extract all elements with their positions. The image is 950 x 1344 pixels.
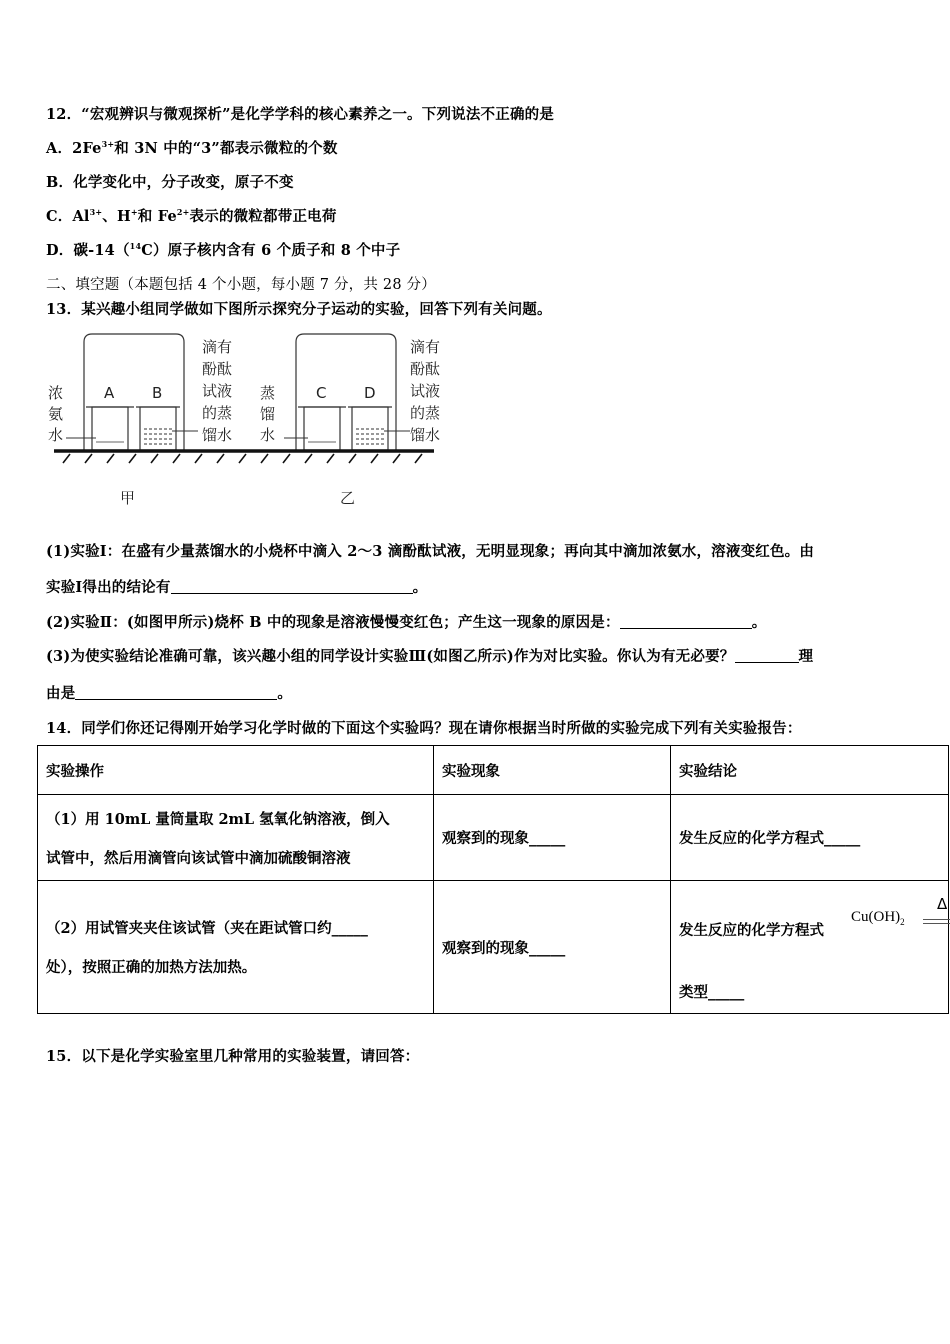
q12-stem: 12．“宏观辨识与微观探析”是化学学科的核心素养之一。下列说法不正确的是 bbox=[46, 106, 555, 123]
q13-part2: (2)实验Ⅱ：(如图甲所示)烧杯 B 中的现象是溶液慢慢变红色；产生这一现象的原因是： 。 bbox=[46, 614, 767, 631]
answer-blank[interactable] bbox=[735, 648, 799, 663]
middle-label-3: 试液 bbox=[202, 382, 233, 400]
label-d: D bbox=[364, 384, 376, 402]
q13-part3-line2: 由是 。 bbox=[46, 685, 293, 702]
water-label-1: 蒸 bbox=[260, 384, 276, 402]
table-header-row bbox=[38, 746, 949, 795]
right-label-2: 酚酞 bbox=[410, 360, 441, 378]
right-label-3: 试液 bbox=[410, 382, 441, 400]
left-liquid-label-1: 浓 bbox=[48, 384, 64, 402]
bell-jar-jia bbox=[84, 334, 184, 450]
row1-operation: （1）用 10mL 量筒量取 2mL 氢氧化钠溶液，倒入 试管中，然后用滴管向该试管中滴加硫酸铜溶液 bbox=[38, 795, 434, 881]
reaction-arrow bbox=[923, 919, 950, 924]
reaction-formula: $Cu(OH)_2$ bbox=[851, 909, 905, 927]
header-conclusion: 实验结论 bbox=[671, 746, 949, 795]
row2-conclusion[interactable] bbox=[671, 881, 949, 1014]
experiment-report-table bbox=[37, 745, 949, 1014]
answer-blank[interactable] bbox=[171, 579, 413, 594]
molecular-motion-diagram bbox=[46, 330, 456, 510]
section-heading: 二、填空题（本题包括 4 个小题，每小题 7 分，共 28 分） bbox=[46, 277, 436, 293]
middle-label-2: 酚酞 bbox=[202, 360, 233, 378]
table-row bbox=[38, 881, 949, 1014]
right-label-1: 滴有 bbox=[410, 338, 441, 356]
middle-label-1: 滴有 bbox=[202, 338, 233, 356]
left-liquid-label-3: 水 bbox=[48, 426, 64, 444]
q13-part1-line2: 实验Ⅰ得出的结论有 。 bbox=[46, 579, 428, 596]
middle-label-5: 馏水 bbox=[202, 426, 233, 444]
header-operation: 实验操作 bbox=[38, 746, 434, 795]
row2-conclusion-label: 发生反应的化学方程式 bbox=[679, 922, 824, 939]
label-b: B bbox=[152, 384, 163, 402]
label-c: C bbox=[316, 384, 327, 402]
q12-option-a: A．$2Fe^{3+}$和 3N 中的“3”都表示微粒的个数 bbox=[46, 139, 338, 157]
caption-yi: 乙 bbox=[340, 489, 356, 507]
caption-jia: 甲 bbox=[120, 489, 136, 507]
q13-stem: 13．某兴趣小组同学做如下图所示探究分子运动的实验，回答下列有关问题。 bbox=[46, 301, 552, 318]
beaker-a bbox=[92, 407, 128, 450]
q15-stem: 15．以下是化学实验室里几种常用的实验装置，请回答： bbox=[46, 1048, 420, 1065]
reaction-type-label: 类型_____ bbox=[679, 984, 745, 1001]
middle-label-4: 的蒸 bbox=[202, 404, 233, 422]
right-label-4: 的蒸 bbox=[410, 404, 441, 422]
right-label-5: 馏水 bbox=[410, 426, 441, 444]
answer-blank[interactable] bbox=[620, 614, 752, 629]
row2-operation: （2）用试管夹夹住该试管（夹在距试管口约_____ 处），按照正确的加热方法加热。 bbox=[38, 881, 434, 1014]
q12-option-b: B．化学变化中，分子改变，原子不变 bbox=[46, 174, 294, 191]
q13-part3-line1: (3)为使实验结论准确可靠，该兴趣小组的同学设计实验Ⅲ(如图乙所示)作为对比实验。你认为有无必要？ 理 bbox=[46, 648, 814, 665]
left-liquid-label-2: 氨 bbox=[48, 405, 64, 423]
q12-option-c: C．$Al^{3+}$、H+和 $Fe^{2+}$表示的微粒都带正电荷 bbox=[46, 207, 337, 225]
q12-option-d: D．碳-14（$^{14}$C）原子核内含有 6 个质子和 8 个中子 bbox=[46, 241, 401, 259]
table-row bbox=[38, 795, 949, 881]
row1-conclusion[interactable]: 发生反应的化学方程式_____ bbox=[671, 795, 949, 881]
bell-jar-yi bbox=[296, 334, 396, 450]
row2-phenomenon[interactable]: 观察到的现象_____ bbox=[434, 881, 671, 1014]
water-label-3: 水 bbox=[260, 426, 276, 444]
label-a: A bbox=[104, 384, 115, 402]
q13-part1-line1: (1)实验Ⅰ：在盛有少量蒸馏水的小烧杯中滴入 2～3 滴酚酞试液，无明显现象；再向其中滴加浓氨水，溶液变红色。由 bbox=[46, 543, 815, 560]
row1-phenomenon[interactable]: 观察到的现象_____ bbox=[434, 795, 671, 881]
q14-stem: 14．同学们你还记得刚开始学习化学时做的下面这个实验吗？现在请你根据当时所做的实验完成下列有关实验报告： bbox=[46, 720, 802, 737]
water-label-2: 馏 bbox=[260, 405, 276, 423]
beaker-c bbox=[304, 407, 340, 450]
header-phenomenon: 实验现象 bbox=[434, 746, 671, 795]
delta-sign: Δ bbox=[937, 895, 948, 913]
answer-blank[interactable] bbox=[75, 685, 277, 700]
